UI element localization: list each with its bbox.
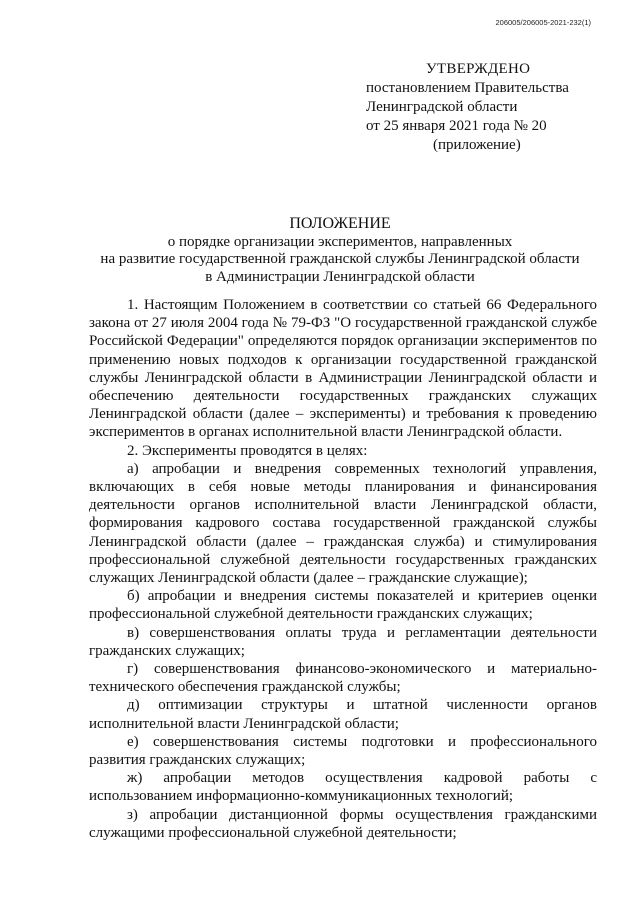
approval-line-3: от 25 января 2021 года № 20 (366, 118, 547, 134)
approval-line-1: постановлением Правительства (366, 80, 569, 96)
paragraph-2e: е) совершенствования системы подготовки и профессионального развития гражданских служащих; (89, 733, 597, 769)
regulation-title: ПОЛОЖЕНИЕ (289, 215, 391, 232)
paragraph-2v: в) совершенствования оплаты труда и регламентации деятельности гражданских служащих; (89, 624, 597, 659)
document-body (89, 296, 597, 842)
paragraph-2d: д) оптимизации структуры и штатной численности органов исполнительной власти Ленинградской области; (89, 697, 597, 732)
paragraph-2: 2. Эксперименты проводятся в целях: (127, 442, 368, 459)
regulation-subtitle-1: о порядке организации экспериментов, направленных (167, 233, 513, 250)
document-id: 206005/206005-2021-232(1) (495, 18, 591, 27)
paragraph-2z: з) апробации дистанционной формы осуществления гражданскими служащими профессиональной служебной деятельности; (89, 806, 597, 841)
paragraph-2zh: ж) апробации методов осуществления кадровой работы с использованием информационно-коммуникационных технологий; (89, 770, 597, 805)
paragraph-2g: г) совершенствования финансово-экономического и материально-технического обеспечения гражданской службы; (89, 661, 597, 696)
paragraph-1: 1. Настоящим Положением в соответствии со статьей 66 Федерального закона от 27 июля 2004 года № 79-ФЗ "О государственной гражданской службе Российской Федерации" определяются порядок организации экспериментов по применению новых подходов к организации государственной гражданской службы Ленинградской области в Администрации Ленинградской области и обеспечению деятельности государственных гражданских служащих Ленинградской области (далее – эксперименты) и требования к проведению экспериментов в органах исполнительной власти Ленинградской области. (89, 297, 597, 441)
regulation-header (60, 215, 620, 286)
approval-attachment: (приложение) (433, 137, 521, 153)
approval-line-2: Ленинградской области (366, 99, 518, 115)
approval-title: УТВЕРЖДЕНО (426, 61, 531, 77)
paragraph-2a: а) апробации и внедрения современных технологий управления, включающих в себя новые методы планирования и финансирования деятельности органов исполнительной власти Ленинградской области, формирования кадрового состава государственной гражданской службы Ленинградской области (далее – гражданская служба) и стимулирования профессиональной служебной деятельности государственных гражданских служащих Ленинградской области (далее – гражданские служащие); (89, 460, 597, 587)
approval-block (366, 60, 576, 155)
regulation-subtitle-2: на развитие государственной гражданской службы Ленинградской области (100, 251, 580, 267)
paragraph-2b: б) апробации и внедрения системы показателей и критериев оценки профессиональной служебной деятельности гражданских служащих; (89, 588, 597, 623)
regulation-subtitle-3: в Администрации Ленинградской области (205, 268, 475, 285)
